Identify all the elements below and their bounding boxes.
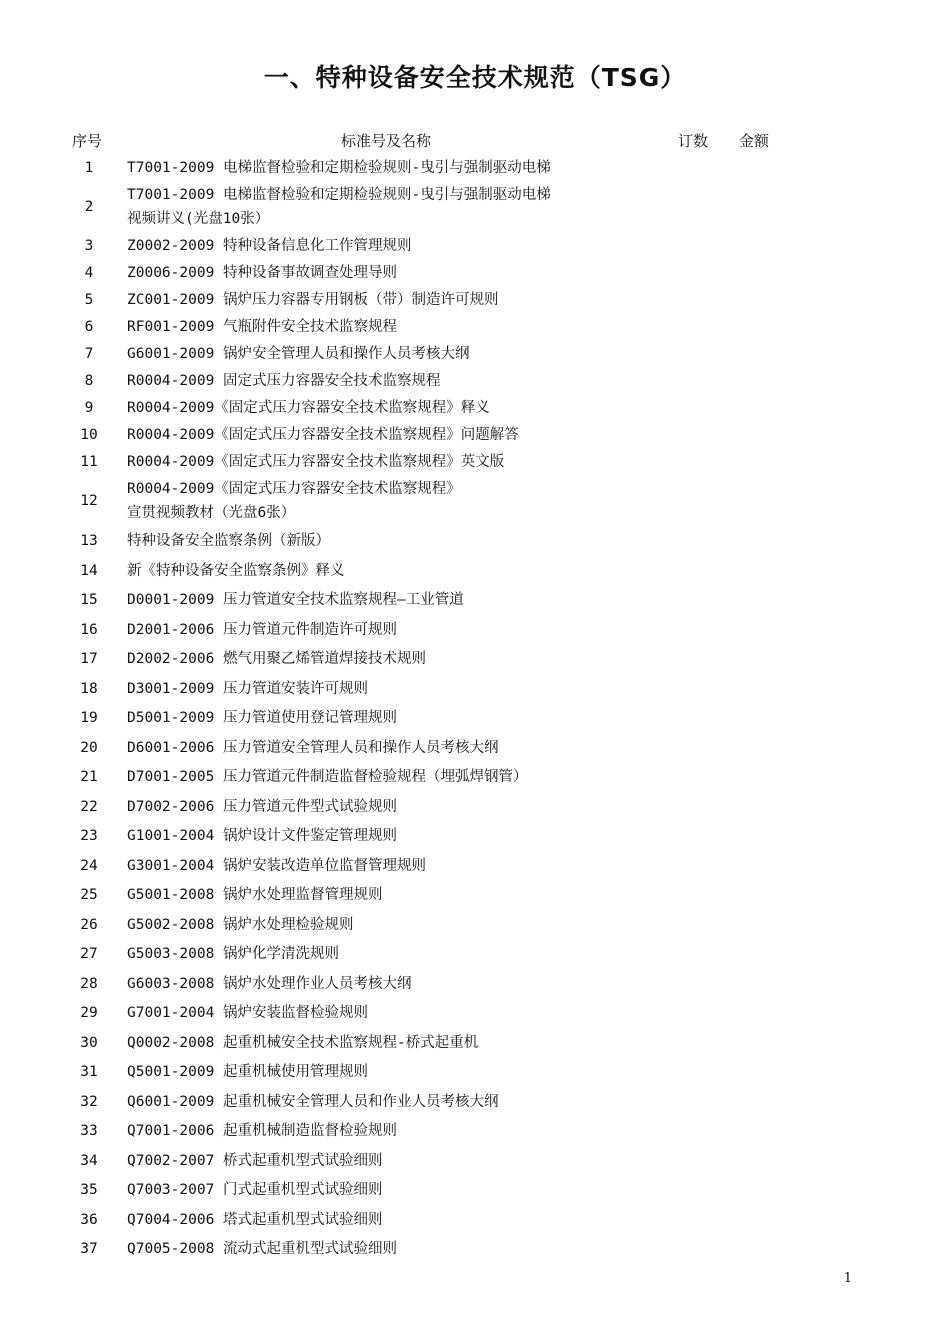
row-name-line: G7001-2004 锅炉安装监督检验规则 [127, 1005, 369, 1021]
row-name-line: 视频讲义(光盘10张） [127, 211, 270, 227]
row-index: 21 [80, 769, 98, 785]
table-row [0, 824, 950, 848]
row-name [127, 261, 647, 285]
row-index: 2 [84, 199, 94, 215]
row-name-line: G6003-2008 锅炉水处理作业人员考核大纲 [127, 976, 412, 992]
row-name [127, 1178, 647, 1202]
row-index: 24 [80, 858, 98, 874]
row-name [127, 288, 647, 312]
row-name [127, 342, 647, 366]
row-name [127, 736, 647, 760]
table-row [0, 1178, 950, 1202]
row-index: 6 [84, 319, 94, 335]
table-row [0, 942, 950, 966]
row-index: 23 [80, 828, 98, 844]
row-index: 25 [80, 887, 98, 903]
row-name [127, 1001, 647, 1025]
row-index: 17 [80, 651, 98, 667]
row-name [127, 972, 647, 996]
table-row [0, 369, 950, 393]
row-name [127, 234, 647, 258]
row-index: 5 [84, 292, 94, 308]
row-name-line: R0004-2009《固定式压力容器安全技术监察规程》英文版 [127, 454, 505, 470]
row-index: 15 [80, 592, 98, 608]
row-name [127, 450, 647, 474]
table-row [0, 706, 950, 730]
row-index: 37 [80, 1241, 98, 1257]
table-row [0, 1149, 950, 1173]
header-quantity: 订数 [678, 132, 709, 150]
row-index: 7 [84, 346, 94, 362]
row-name-line: Z0002-2009 特种设备信息化工作管理规则 [127, 238, 412, 254]
row-name-line: Q0002-2008 起重机械安全技术监察规程-桥式起重机 [127, 1035, 479, 1051]
row-index: 10 [80, 427, 98, 443]
row-name-line: 宣贯视频教材（光盘6张） [127, 505, 296, 521]
row-name-line: Q7002-2007 桥式起重机型式试验细则 [127, 1153, 383, 1169]
row-index: 1 [84, 160, 94, 176]
row-name [127, 156, 647, 180]
row-name [127, 913, 647, 937]
table-row [0, 1119, 950, 1143]
table-row [0, 423, 950, 447]
table-row [0, 795, 950, 819]
row-index: 34 [80, 1153, 98, 1169]
table-row [0, 559, 950, 583]
row-name-line: D7001-2005 压力管道元件制造监督检验规程（埋弧焊钢管） [127, 769, 528, 785]
row-name [127, 1149, 647, 1173]
row-name [127, 677, 647, 701]
row-index: 32 [80, 1094, 98, 1110]
row-name-line: 新《特种设备安全监察条例》释义 [127, 563, 345, 579]
table-row [0, 1060, 950, 1084]
row-name-line: D6001-2006 压力管道安全管理人员和操作人员考核大纲 [127, 740, 499, 756]
row-name [127, 369, 647, 393]
table-row [0, 736, 950, 760]
row-name [127, 854, 647, 878]
row-index: 8 [84, 373, 94, 389]
row-name [127, 883, 647, 907]
row-name-line: Q7005-2008 流动式起重机型式试验细则 [127, 1241, 398, 1257]
row-name [127, 396, 647, 420]
row-index: 28 [80, 976, 98, 992]
row-name [127, 183, 647, 231]
row-index: 14 [80, 563, 98, 579]
row-name-line: G5002-2008 锅炉水处理检验规则 [127, 917, 354, 933]
row-name [127, 942, 647, 966]
row-index: 27 [80, 946, 98, 962]
row-name [127, 765, 647, 789]
row-name-line: G5001-2008 锅炉水处理监督管理规则 [127, 887, 383, 903]
row-index: 36 [80, 1212, 98, 1228]
row-index: 35 [80, 1182, 98, 1198]
row-name-line: Q7001-2006 起重机械制造监督检验规则 [127, 1123, 398, 1139]
row-index: 33 [80, 1123, 98, 1139]
row-name [127, 423, 647, 447]
row-name [127, 1090, 647, 1114]
row-index: 4 [84, 265, 94, 281]
row-name [127, 1208, 647, 1232]
row-index: 9 [84, 400, 94, 416]
table-row [0, 396, 950, 420]
row-name-line: R0004-2009 固定式压力容器安全技术监察规程 [127, 373, 441, 389]
table-row [0, 618, 950, 642]
table-row [0, 647, 950, 671]
row-name-line: Q5001-2009 起重机械使用管理规则 [127, 1064, 369, 1080]
row-name [127, 1237, 647, 1261]
row-name [127, 588, 647, 612]
table-row [0, 261, 950, 285]
row-index: 29 [80, 1005, 98, 1021]
table-row [0, 234, 950, 258]
table-row [0, 315, 950, 339]
row-index: 26 [80, 917, 98, 933]
table-header [0, 130, 950, 154]
table-row [0, 288, 950, 312]
row-name-line: Q7003-2007 门式起重机型式试验细则 [127, 1182, 383, 1198]
row-name [127, 1031, 647, 1055]
header-name: 标准号及名称 [341, 132, 432, 150]
row-name-line: Z0006-2009 特种设备事故调查处理导则 [127, 265, 398, 281]
row-index: 20 [80, 740, 98, 756]
row-index: 30 [80, 1035, 98, 1051]
row-name-line: D2001-2006 压力管道元件制造许可规则 [127, 622, 398, 638]
table-row [0, 588, 950, 612]
row-name-line: D7002-2006 压力管道元件型式试验规则 [127, 799, 398, 815]
page-title: 一、特种设备安全技术规范（TSG） [263, 63, 687, 92]
row-name-line: 特种设备安全监察条例（新版） [127, 533, 330, 549]
row-name-line: D5001-2009 压力管道使用登记管理规则 [127, 710, 398, 726]
row-name-line: RF001-2009 气瓶附件安全技术监察规程 [127, 319, 398, 335]
table-row [0, 854, 950, 878]
row-name-line: D0001-2009 压力管道安全技术监察规程—工业管道 [127, 592, 464, 608]
row-name-line: G1001-2004 锅炉设计文件鉴定管理规则 [127, 828, 398, 844]
row-index: 11 [80, 454, 98, 470]
row-name [127, 529, 647, 553]
table-row [0, 972, 950, 996]
row-name-line: D3001-2009 压力管道安装许可规则 [127, 681, 369, 697]
row-name [127, 824, 647, 848]
row-name [127, 706, 647, 730]
table-row [0, 1208, 950, 1232]
row-index: 12 [80, 493, 98, 509]
table-row [0, 913, 950, 937]
table-row [0, 156, 950, 180]
row-name [127, 1119, 647, 1143]
row-name-line: D2002-2006 燃气用聚乙烯管道焊接技术规则 [127, 651, 427, 667]
table-row [0, 883, 950, 907]
row-name [127, 795, 647, 819]
row-name-line: G5003-2008 锅炉化学清洗规则 [127, 946, 340, 962]
header-amount: 金额 [739, 132, 770, 150]
row-name [127, 1060, 647, 1084]
row-index: 18 [80, 681, 98, 697]
row-index: 3 [84, 238, 94, 254]
table-row [0, 1090, 950, 1114]
row-name-line: R0004-2009《固定式压力容器安全技术监察规程》释义 [127, 400, 490, 416]
row-name-line: G3001-2004 锅炉安装改造单位监督管理规则 [127, 858, 427, 874]
row-name-line: G6001-2009 锅炉安全管理人员和操作人员考核大纲 [127, 346, 470, 362]
page-number: 1 [843, 1271, 852, 1286]
row-name [127, 315, 647, 339]
table-row [0, 342, 950, 366]
row-name-line: ZC001-2009 锅炉压力容器专用钢板（带）制造许可规则 [127, 292, 499, 308]
row-index: 16 [80, 622, 98, 638]
table-row [0, 529, 950, 553]
table-row [0, 677, 950, 701]
row-index: 22 [80, 799, 98, 815]
row-name-line: T7001-2009 电梯监督检验和定期检验规则-曳引与强制驱动电梯 [127, 160, 551, 176]
row-name-line: R0004-2009《固定式压力容器安全技术监察规程》问题解答 [127, 427, 519, 443]
row-name [127, 618, 647, 642]
row-name-line: Q6001-2009 起重机械安全管理人员和作业人员考核大纲 [127, 1094, 499, 1110]
row-name-line: Q7004-2006 塔式起重机型式试验细则 [127, 1212, 383, 1228]
table-row [0, 477, 950, 525]
table-row [0, 1001, 950, 1025]
table-row [0, 765, 950, 789]
table-row [0, 450, 950, 474]
row-index: 13 [80, 533, 98, 549]
row-name-line: R0004-2009《固定式压力容器安全技术监察规程》 [127, 481, 461, 497]
header-index: 序号 [72, 132, 103, 150]
row-name [127, 647, 647, 671]
row-name [127, 559, 647, 583]
row-index: 31 [80, 1064, 98, 1080]
table-row [0, 1237, 950, 1261]
table-row [0, 1031, 950, 1055]
row-index: 19 [80, 710, 98, 726]
row-name [127, 477, 647, 525]
row-name-line: T7001-2009 电梯监督检验和定期检验规则-曳引与强制驱动电梯 [127, 187, 551, 203]
table-row [0, 183, 950, 231]
